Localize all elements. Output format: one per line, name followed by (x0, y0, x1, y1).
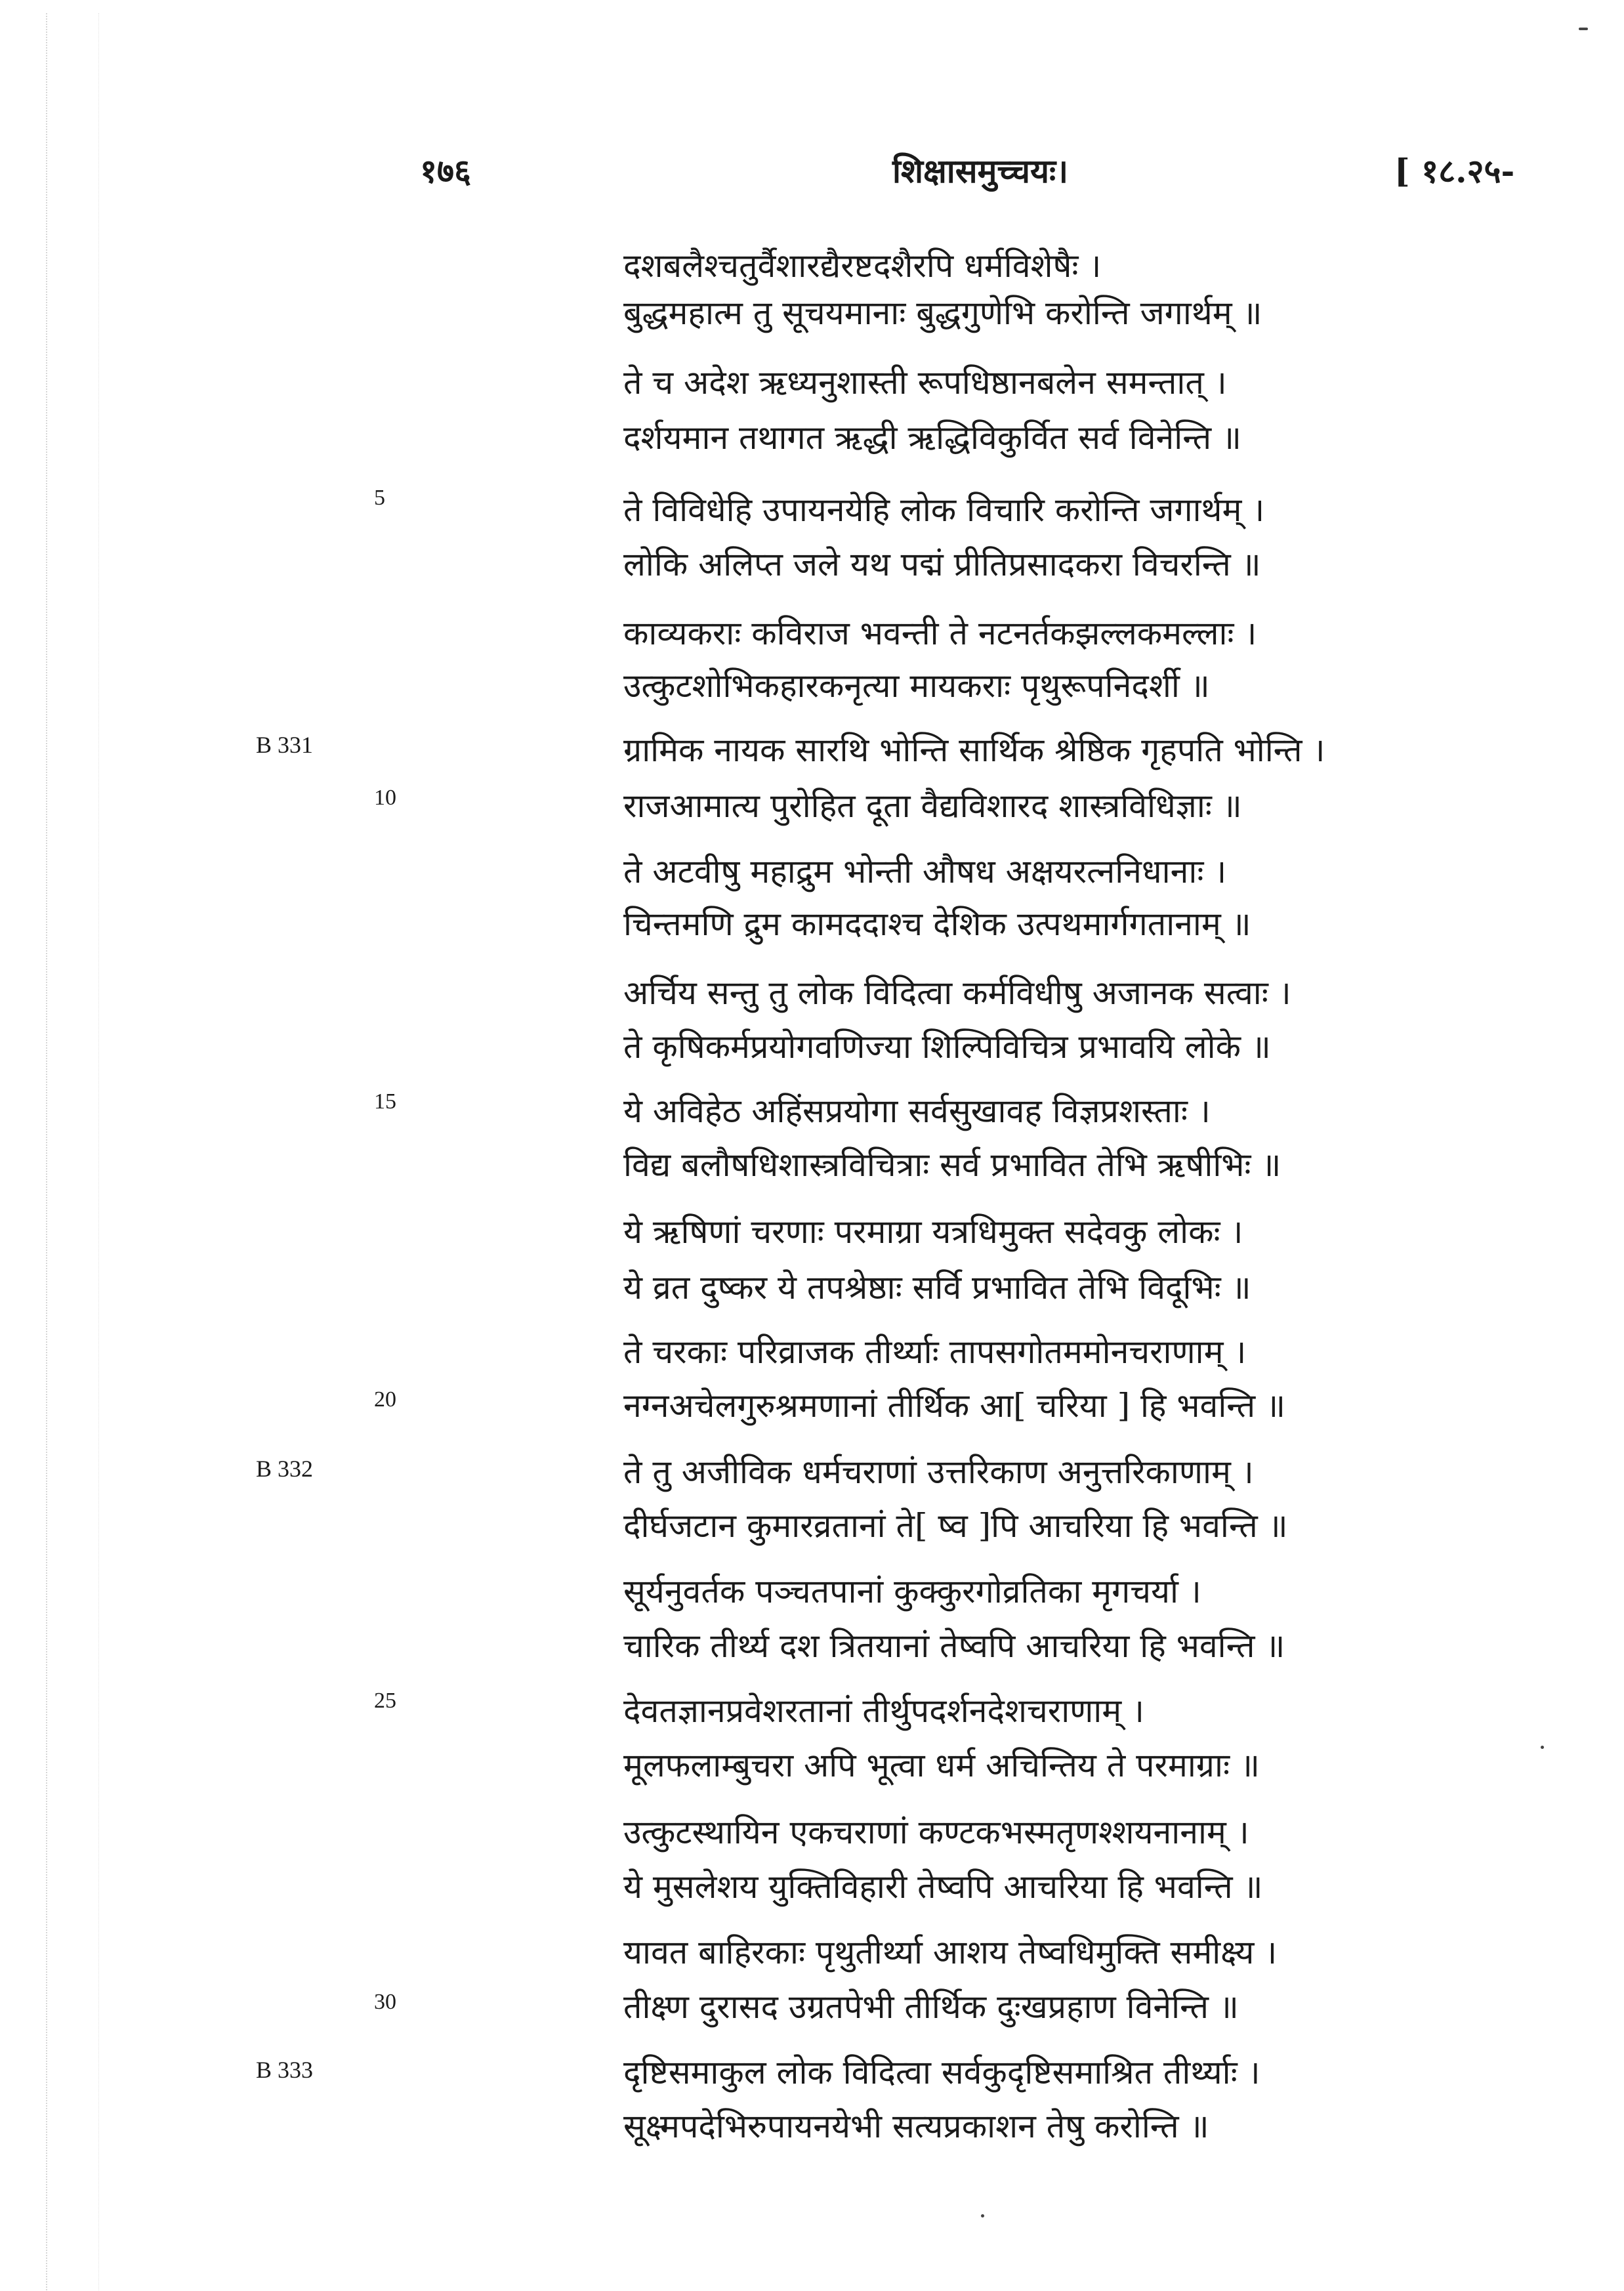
verse-line: ते कृषिकर्मप्रयोगवणिज्या शिल्पिविचित्र प्रभावयि लोके ॥ (623, 1028, 1271, 1066)
verse-line: ग्रामिक नायक सारथि भोन्ति सार्थिक श्रेष्ठिक गृहपति भोन्ति । (623, 731, 1325, 769)
verse-line: सूर्यनुवर्तक पञ्चतपानां कुक्कुरगोव्रतिका मृगचर्या । (623, 1572, 1201, 1610)
verse-line: ये व्रत दुष्कर ये तपश्रेष्ठाः सर्वि प्रभावित तेभि विदूभिः ॥ (623, 1269, 1251, 1307)
verse-line: चारिक तीर्थ्य दश त्रितयानां तेष्वपि आचरिया हि भवन्ति ॥ (623, 1627, 1285, 1665)
line-number: 25 (374, 1689, 396, 1713)
verse-line: दशबलैश्चतुर्वैशारद्यैरष्टदशैरपि धर्मविशेषैः । (623, 247, 1102, 285)
verse-line: ये अविहेठ अहिंसप्रयोगा सर्वसुखावह विज्ञप्रशस्ताः । (623, 1092, 1211, 1130)
scan-edge-inner (98, 13, 99, 2290)
verse-line: ते च अदेश ऋध्यनुशास्ती रूपधिष्ठानबलेन समन्तात् । (623, 364, 1227, 402)
line-number: 20 (374, 1387, 396, 1412)
verse-line: देवतज्ञानप्रवेशरतानां तीर्थुपदर्शनदेशचराणाम् । (623, 1692, 1144, 1730)
verse-line: ते अटवीषु महाद्रुम भोन्ती औषध अक्षयरत्ननिधानाः । (623, 852, 1227, 891)
margin-reference: B 331 (256, 732, 314, 758)
verse-line: दर्शयमान तथागत ऋद्धी ऋद्धिविकुर्वित सर्व विनेन्ति ॥ (623, 419, 1241, 457)
line-number: 10 (374, 786, 396, 810)
margin-reference: B 333 (256, 2057, 314, 2083)
verse-line: नग्नअचेलगुरुश्रमणानां तीर्थिक आ[ चरिया ] हि भवन्ति ॥ (623, 1387, 1286, 1425)
verse-line: सूक्ष्मपदेभिरुपायनयेभी सत्यप्रकाशन तेषु करोन्ति ॥ (623, 2107, 1209, 2145)
line-number: 5 (374, 486, 385, 510)
verse-line: ते तु अजीविक धर्मचराणां उत्तरिकाण अनुत्तरिकाणाम् । (623, 1453, 1254, 1491)
scan-edge-left (46, 13, 47, 2290)
verse-line: बुद्धमहात्म तु सूचयमानाः बुद्धगुणेभि करोन्ति जगार्थम् ॥ (623, 294, 1262, 332)
line-number: 15 (374, 1089, 396, 1114)
scan-mark (1541, 1746, 1544, 1749)
margin-reference: B 332 (256, 1456, 314, 1482)
verse-line: मूलफलाम्बुचरा अपि भूत्वा धर्म अचिन्तिय ते परमाग्राः ॥ (623, 1746, 1260, 1784)
verse-line: दृष्टिसमाकुल लोक विदित्वा सर्वकुदृष्टिसमाश्रित तीर्थ्याः । (623, 2053, 1260, 2091)
verse-line: दीर्घजटान कुमारव्रतानां ते[ ष्व ]पि आचरिया हि भवन्ति ॥ (623, 1507, 1288, 1545)
verse-line: लोकि अलिप्त जले यथ पद्मं प्रीतिप्रसादकरा विचरन्ति ॥ (623, 545, 1261, 583)
page-number: १७६ (420, 152, 471, 190)
verse-line: काव्यकराः कविराज भवन्ती ते नटनर्तकझल्लकमल्लाः । (623, 614, 1257, 652)
verse-line: उत्कुटशोभिकहारकनृत्या मायकराः पृथुरूपनिदर्शी ॥ (623, 667, 1210, 705)
verse-line: राजआमात्य पुरोहित दूता वैद्यविशारद शास्त्रविधिज्ञाः ॥ (623, 787, 1242, 825)
verse-line: ये मुसलेशय युक्तिविहारी तेष्वपि आचरिया हि भवन्ति ॥ (623, 1868, 1263, 1906)
running-title: शिक्षासमुच्चयः। (892, 152, 1069, 190)
verse-line: विद्य बलौषधिशास्त्रविचित्राः सर्व प्रभावित तेभि ऋषीभिः ॥ (623, 1146, 1281, 1184)
section-reference: [ १८.२५- (1394, 152, 1515, 190)
verse-line: तीक्ष्ण दुरासद उग्रतपेभी तीर्थिक दुःखप्रहाण विनेन्ति ॥ (623, 1988, 1239, 2026)
verse-line: उत्कुटस्थायिन एकचराणां कण्टकभस्मतृणश्शयनानाम् । (623, 1813, 1249, 1851)
verse-line: ते चरकाः परिव्राजक तीर्थ्याः तापसगोतममोनचराणाम् । (623, 1333, 1247, 1371)
verse-line: चिन्तमणि द्रुम कामददाश्च देशिक उत्पथमार्गगतानाम् ॥ (623, 905, 1251, 943)
verse-line: ते विविधेहि उपायनयेहि लोक विचारि करोन्ति जगार्थम् । (623, 491, 1265, 529)
scan-mark (1579, 28, 1588, 30)
scan-mark (981, 2214, 984, 2217)
verse-line: यावत बाहिरकाः पृथुतीर्थ्या आशय तेष्वधिमुक्ति समीक्ष्य । (623, 1933, 1278, 1971)
verse-line: ये ऋषिणां चरणाः परमाग्रा यत्रधिमुक्त सदेवकु लोकः । (623, 1213, 1243, 1251)
line-number: 30 (374, 1990, 396, 2014)
verse-line: अर्चिय सन्तु तु लोक विदित्वा कर्मविधीषु अजानक सत्वाः । (623, 974, 1291, 1012)
